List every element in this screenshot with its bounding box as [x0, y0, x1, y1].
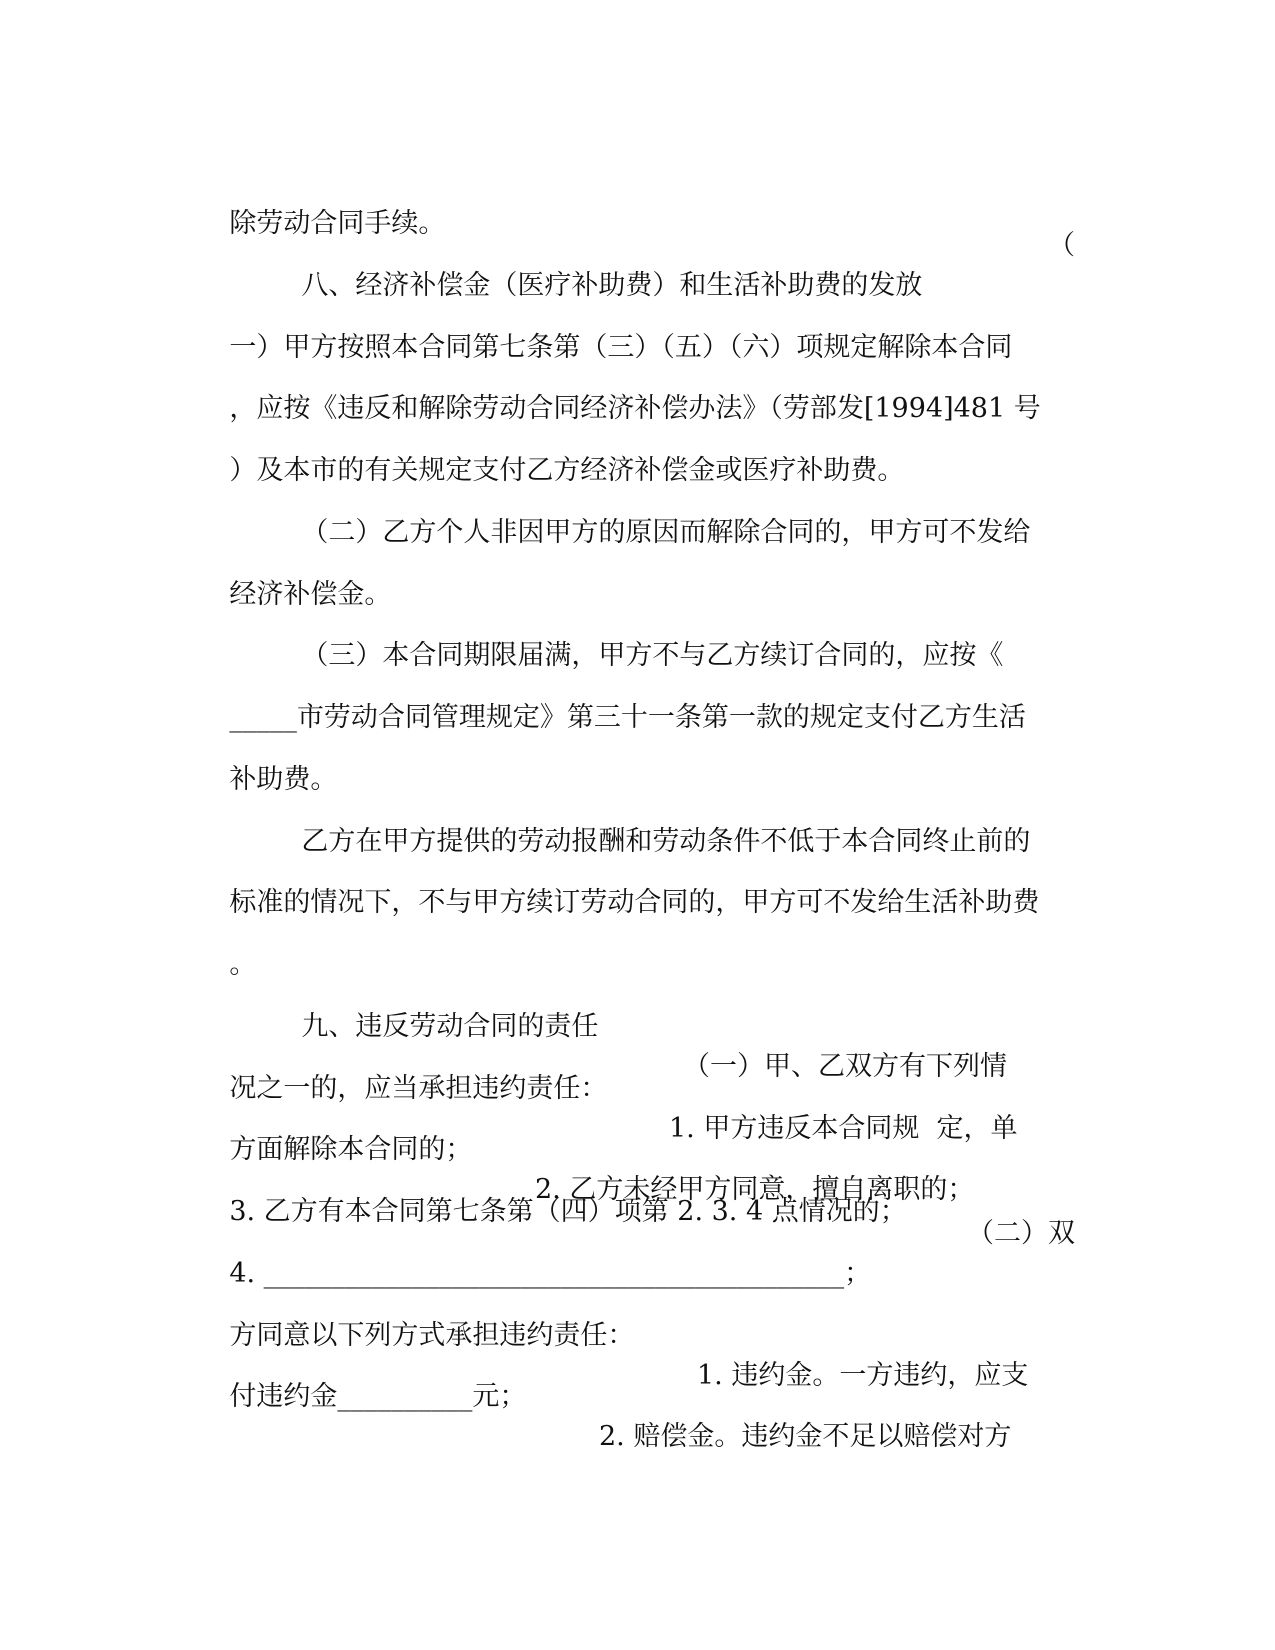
- line-text: 一）甲方按照本合同第七条第（三）（五）（六）项规定解除本合同: [229, 332, 1013, 363]
- line-text: _____市劳动合同管理规定》第三十一条第一款的规定支付乙方生活: [229, 702, 1026, 733]
- line-text: 付违约金__________元；: [229, 1381, 527, 1412]
- text-line: [195, 1152, 1075, 1227]
- line-text: ，应按《违反和解除劳动合同经济补偿办法》（劳部发[1994]481 号: [229, 393, 1041, 424]
- line-text: （二）乙方个人非因甲方的原因而解除合同的，甲方可不发给: [301, 517, 1031, 548]
- line-text: 方面解除本合同的；: [229, 1134, 473, 1165]
- line-text: 4. ___________________________________________；: [229, 1258, 872, 1289]
- text-line: [195, 843, 1075, 918]
- text-line: [195, 535, 1075, 610]
- section-heading: [267, 967, 1075, 1082]
- line-text: 标准的情况下，不与甲方续订劳动合同的，甲方可不发给生活补助费: [229, 887, 1040, 918]
- line-text: 况之一的，应当承担违约责任：: [229, 1073, 608, 1104]
- text-line: [195, 1276, 1075, 1391]
- line-text-secondary: 2. 赔偿金。违约金不足以赔偿对方: [599, 1421, 1012, 1452]
- line-text-right: （: [1048, 230, 1075, 261]
- line-text: 3. 乙方有本合同第七条第（四）项第 2. 3. 4 点情况的；: [229, 1196, 907, 1227]
- line-text: 八、经济补偿金（医疗补助费）和生活补助费的发放: [301, 270, 923, 301]
- line-text: 方同意以下列方式承担违约责任：: [229, 1320, 635, 1351]
- text-line: [267, 596, 1075, 671]
- section-heading: [267, 226, 1075, 301]
- text-line: [195, 164, 1075, 239]
- line-text-right: （二）双: [967, 1218, 1075, 1249]
- text-line: [195, 1337, 1075, 1452]
- text-line: [195, 658, 1075, 733]
- line-text: 乙方在甲方提供的劳动报酬和劳动条件不低于本合同终止前的: [301, 826, 1031, 857]
- line-text: 除劳动合同手续。: [229, 208, 446, 239]
- line-text: 经济补偿金。: [229, 579, 392, 610]
- text-line: [195, 1214, 1075, 1289]
- line-text-secondary: 1. 违约金。一方违约，应支: [697, 1360, 1029, 1391]
- text-line: [195, 1029, 1075, 1144]
- line-text: 补助费。: [229, 764, 338, 795]
- text-line: [267, 782, 1075, 857]
- line-text: 。: [229, 949, 257, 980]
- line-text: （三）本合同期限届满，甲方不与乙方续订合同的，应按《: [301, 640, 1004, 671]
- line-text-secondary: 1. 甲方违反本合同规 定，单: [669, 1113, 1018, 1144]
- text-line: [195, 720, 1075, 795]
- text-line: [267, 473, 1075, 548]
- line-text-secondary: 2. 乙方未经甲方同意，擅自离职的；: [535, 1174, 975, 1205]
- line-text: 九、违反劳动合同的责任: [301, 1011, 599, 1042]
- line-text: ）及本市的有关规定支付乙方经济补偿金或医疗补助费。: [229, 455, 905, 486]
- text-line: [195, 905, 1075, 980]
- text-line: [195, 411, 1075, 486]
- line-text-secondary: （一）甲、乙双方有下列情: [683, 1051, 1007, 1082]
- text-line: [195, 1090, 1075, 1205]
- text-line: [195, 349, 1075, 424]
- text-line: [195, 288, 1075, 363]
